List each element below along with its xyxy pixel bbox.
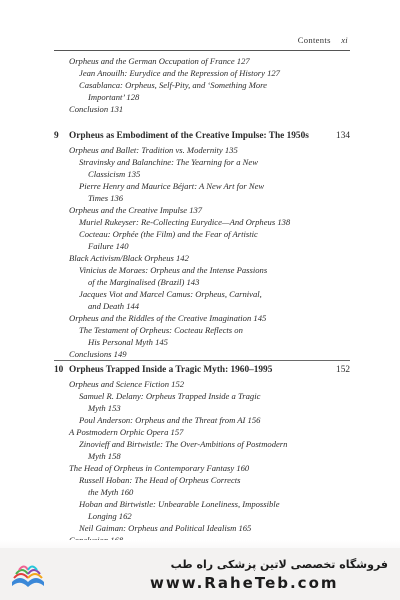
toc-entry: Times 136 — [88, 193, 124, 203]
header-page-number: xi — [341, 35, 348, 45]
running-header — [298, 35, 348, 45]
chapter-heading — [54, 365, 350, 379]
toc-entry: Conclusion 131 — [69, 104, 124, 114]
toc-entry: Cocteau: Orphée (the Film) and the Fear of Artistic — [79, 229, 258, 239]
toc-entry: Orpheus and the Riddles of the Creative Imagination 145 — [69, 313, 267, 323]
toc-entry: The Head of Orpheus in Contemporary Fantasy 160 — [69, 463, 250, 473]
book-logo-icon — [8, 554, 48, 594]
toc-entry: of the Marginalised (Brazil) 143 — [88, 277, 200, 287]
toc-entry: and Death 144 — [88, 301, 140, 311]
toc-entry: Vinicius de Moraes: Orpheus and the Intense Passions — [79, 265, 268, 275]
chapter-number: 9 — [54, 131, 59, 141]
toc-entry: Classicism 135 — [88, 169, 141, 179]
chapter-heading — [54, 131, 350, 145]
toc-entry: Orpheus and Science Fiction 152 — [69, 379, 185, 389]
chapter-title: Orpheus as Embodiment of the Creative Impulse: The 1950s — [69, 131, 309, 141]
toc-entry: Samuel R. Delany: Orpheus Trapped Inside a Tragic — [79, 391, 261, 401]
toc-entry: Neil Gaiman: Orpheus and Political Idealism 165 — [79, 523, 252, 533]
toc-entry: Orpheus and Ballet: Tradition vs. Modernity 135 — [69, 145, 238, 155]
chapter-page: 134 — [336, 131, 350, 141]
toc-entry: Muriel Rukeyser: Re-Collecting Eurydice—And Orpheus 138 — [79, 217, 291, 227]
toc-entry: Black Activism/Black Orpheus 142 — [69, 253, 189, 263]
toc-entry: The Testament of Orpheus: Cocteau Reflects on — [79, 325, 243, 335]
toc-entry: Jean Anouilh: Eurydice and the Repression of History 127 — [79, 68, 280, 78]
header-label: Contents — [297, 35, 331, 45]
chapter-10-entries — [54, 378, 350, 546]
chapter-separator — [54, 360, 350, 361]
header-rule — [54, 50, 350, 51]
watermark-url: www.RaheTeb.com — [150, 574, 339, 592]
toc-entry: Jacques Viot and Marcel Camus: Orpheus, Carnival, — [79, 289, 262, 299]
toc-entry: Failure 140 — [88, 241, 129, 251]
toc-entry: Russell Hoban: The Head of Orpheus Corrects — [79, 475, 241, 485]
watermark-persian-text: فروشگاه تخصصی لاتین پزشکی راه طب — [170, 558, 388, 571]
toc-entry: Myth 158 — [88, 451, 121, 461]
toc-entry: Stravinsky and Balanchine: The Yearning for a New — [79, 157, 258, 167]
toc-entry: the Myth 160 — [88, 487, 134, 497]
toc-entry: Longing 162 — [88, 511, 132, 521]
toc-entry: Orpheus and the Creative Impulse 137 — [69, 205, 203, 215]
toc-entry: Hoban and Birtwistle: Unbearable Loneliness, Impossible — [79, 499, 280, 509]
chapter-9-entries — [54, 144, 350, 360]
toc-continued-section — [54, 55, 350, 115]
watermark-banner — [0, 548, 400, 600]
toc-entry: Orpheus and the German Occupation of France 127 — [69, 56, 250, 66]
toc-entry: Pierre Henry and Maurice Béjart: A New Art for New — [79, 181, 265, 191]
toc-entry: Myth 153 — [88, 403, 121, 413]
toc-entry: His Personal Myth 145 — [88, 337, 168, 347]
toc-entry: Poul Anderson: Orpheus and the Threat from AI 156 — [79, 415, 261, 425]
chapter-title: Orpheus Trapped Inside a Tragic Myth: 1960–1995 — [69, 365, 273, 375]
toc-entry: A Postmodern Orphic Opera 157 — [69, 427, 184, 437]
chapter-number: 10 — [54, 365, 64, 375]
chapter-page: 152 — [336, 365, 350, 375]
toc-entry: Conclusions 149 — [69, 349, 127, 359]
toc-entry: Zinovieff and Birtwistle: The Over-Ambitions of Postmodern — [79, 439, 288, 449]
toc-entry: Casablanca: Orpheus, Self-Pity, and ‘Something More — [79, 80, 268, 90]
toc-entry: Important’ 128 — [88, 92, 140, 102]
